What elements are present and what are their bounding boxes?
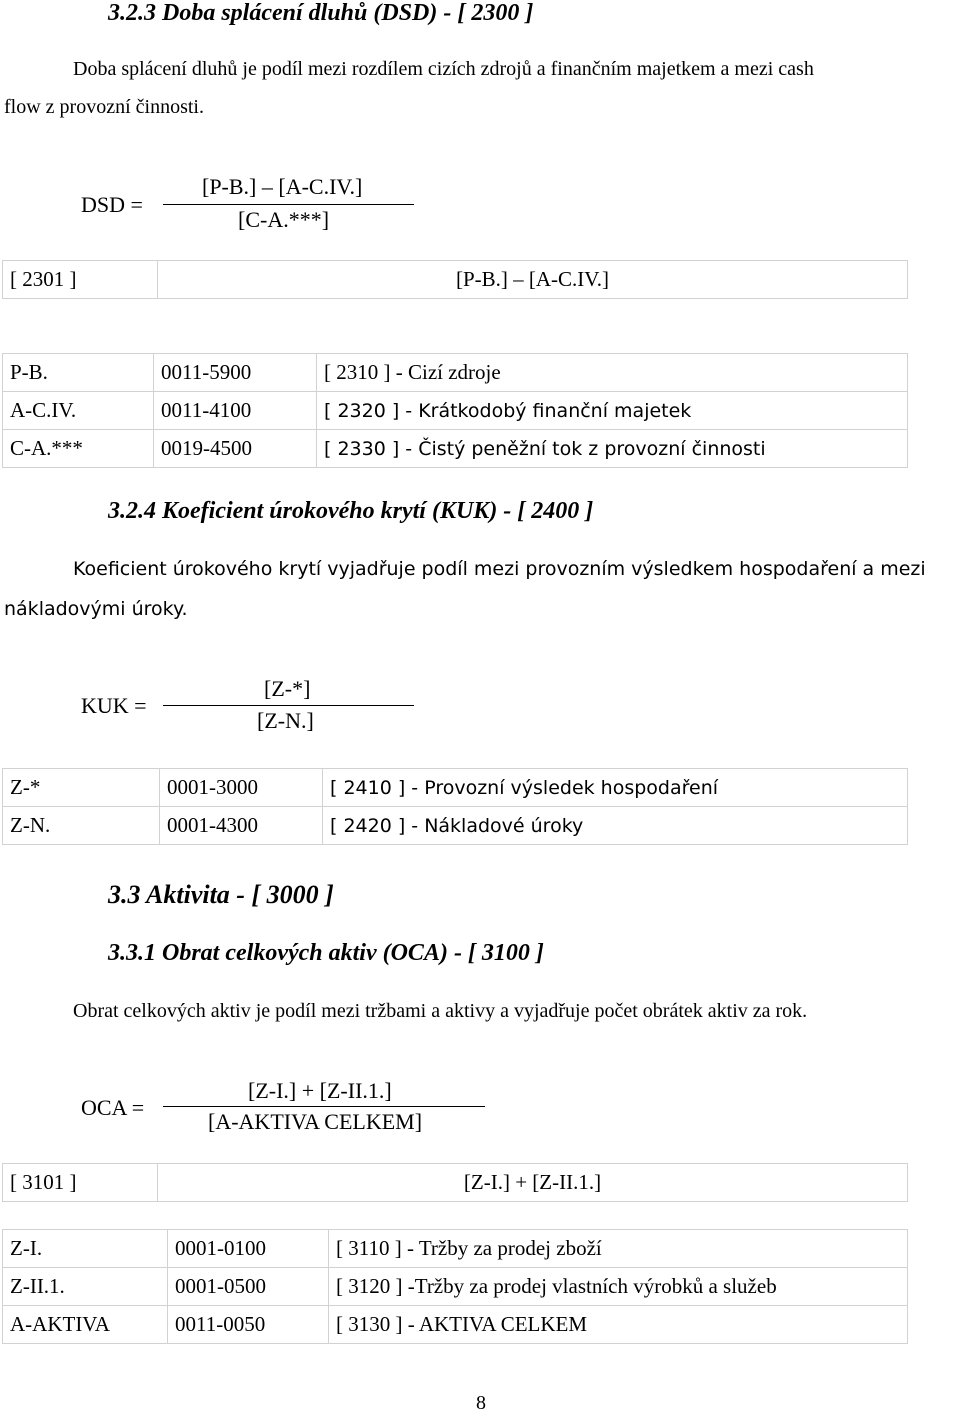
table-row xyxy=(3,261,908,299)
table-row xyxy=(3,1230,908,1268)
table-row xyxy=(3,769,908,807)
section-heading-3-2-4: 3.2.4 Koeficient úrokového krytí (KUK) - [ 2400 ] xyxy=(108,498,594,524)
table-row xyxy=(3,430,908,468)
fraction-line xyxy=(163,705,414,706)
variable-range: 0019-4500 xyxy=(154,430,317,468)
variable-code: A-AKTIVA xyxy=(3,1306,168,1344)
variable-range: 0001-4300 xyxy=(160,807,323,845)
formula-expression: [P-B.] – [A-C.IV.] xyxy=(158,261,908,299)
variable-range: 0011-5900 xyxy=(154,354,317,392)
variable-range: 0001-3000 xyxy=(160,769,323,807)
paragraph-dsd-line1: Doba splácení dluhů je podíl mezi rozdílem cizích zdrojů a finančním majetkem a mezi cash xyxy=(73,58,814,80)
formula-label-dsd: DSD = xyxy=(81,192,143,217)
variable-range: 0001-0100 xyxy=(168,1230,329,1268)
variable-range: 0011-4100 xyxy=(154,392,317,430)
formula-code-table-dsd xyxy=(2,260,908,299)
variable-range: 0001-0500 xyxy=(168,1268,329,1306)
variable-code: P-B. xyxy=(3,354,154,392)
variable-description: [ 2420 ] - Nákladové úroky xyxy=(323,807,908,845)
variable-description: [ 2410 ] - Provozní výsledek hospodaření xyxy=(323,769,908,807)
formula-code: [ 3101 ] xyxy=(3,1164,158,1202)
formula-numerator-kuk: [Z-*] xyxy=(264,676,311,701)
section-heading-3-3-1: 3.3.1 Obrat celkových aktiv (OCA) - [ 3100 ] xyxy=(108,940,544,966)
formula-label-oca: OCA = xyxy=(81,1095,145,1120)
paragraph-kuk-line1: Koeficient úrokového krytí vyjadřuje podíl mezi provozním výsledkem hospodaření a mezi xyxy=(73,558,926,580)
variable-code: Z-N. xyxy=(3,807,160,845)
formula-expression: [Z-I.] + [Z-II.1.] xyxy=(158,1164,908,1202)
variable-description: [ 2330 ] - Čistý peněžní tok z provozní činnosti xyxy=(317,430,908,468)
variable-description: [ 3120 ] -Tržby za prodej vlastních výrobků a služeb xyxy=(329,1268,908,1306)
section-heading-3-3: 3.3 Aktivita - [ 3000 ] xyxy=(108,880,334,909)
formula-label-kuk: KUK = xyxy=(81,693,147,718)
formula-code: [ 2301 ] xyxy=(3,261,158,299)
formula-numerator-dsd: [P-B.] – [A-C.IV.] xyxy=(202,174,363,199)
table-row xyxy=(3,1164,908,1202)
table-row xyxy=(3,354,908,392)
formula-denominator-kuk: [Z-N.] xyxy=(257,708,314,733)
variables-table-dsd xyxy=(2,353,908,468)
section-heading-3-2-3: 3.2.3 Doba splácení dluhů (DSD) - [ 2300 ] xyxy=(108,0,534,26)
table-row xyxy=(3,1306,908,1344)
table-row xyxy=(3,392,908,430)
variable-range: 0011-0050 xyxy=(168,1306,329,1344)
formula-code-table-oca xyxy=(2,1163,908,1202)
formula-denominator-dsd: [C-A.***] xyxy=(238,207,330,232)
variables-table-oca xyxy=(2,1229,908,1344)
variable-code: A-C.IV. xyxy=(3,392,154,430)
fraction-line xyxy=(163,1106,485,1107)
variable-description: [ 3110 ] - Tržby za prodej zboží xyxy=(329,1230,908,1268)
variable-code: C-A.*** xyxy=(3,430,154,468)
paragraph-dsd-line2: flow z provozní činnosti. xyxy=(4,96,204,118)
variable-code: Z-* xyxy=(3,769,160,807)
fraction-line xyxy=(163,204,414,205)
variable-code: Z-II.1. xyxy=(3,1268,168,1306)
table-row xyxy=(3,807,908,845)
page-number: 8 xyxy=(476,1392,486,1414)
formula-numerator-oca: [Z-I.] + [Z-II.1.] xyxy=(248,1078,392,1103)
table-row xyxy=(3,1268,908,1306)
paragraph-oca: Obrat celkových aktiv je podíl mezi tržbami a aktivy a vyjadřuje počet obrátek aktiv za rok. xyxy=(73,1000,808,1022)
variable-description: [ 2310 ] - Cizí zdroje xyxy=(317,354,908,392)
variables-table-kuk xyxy=(2,768,908,845)
variable-code: Z-I. xyxy=(3,1230,168,1268)
paragraph-kuk-line2: nákladovými úroky. xyxy=(4,598,188,620)
formula-denominator-oca: [A-AKTIVA CELKEM] xyxy=(208,1109,423,1134)
variable-description: [ 3130 ] - AKTIVA CELKEM xyxy=(329,1306,908,1344)
variable-description: [ 2320 ] - Krátkodobý finanční majetek xyxy=(317,392,908,430)
